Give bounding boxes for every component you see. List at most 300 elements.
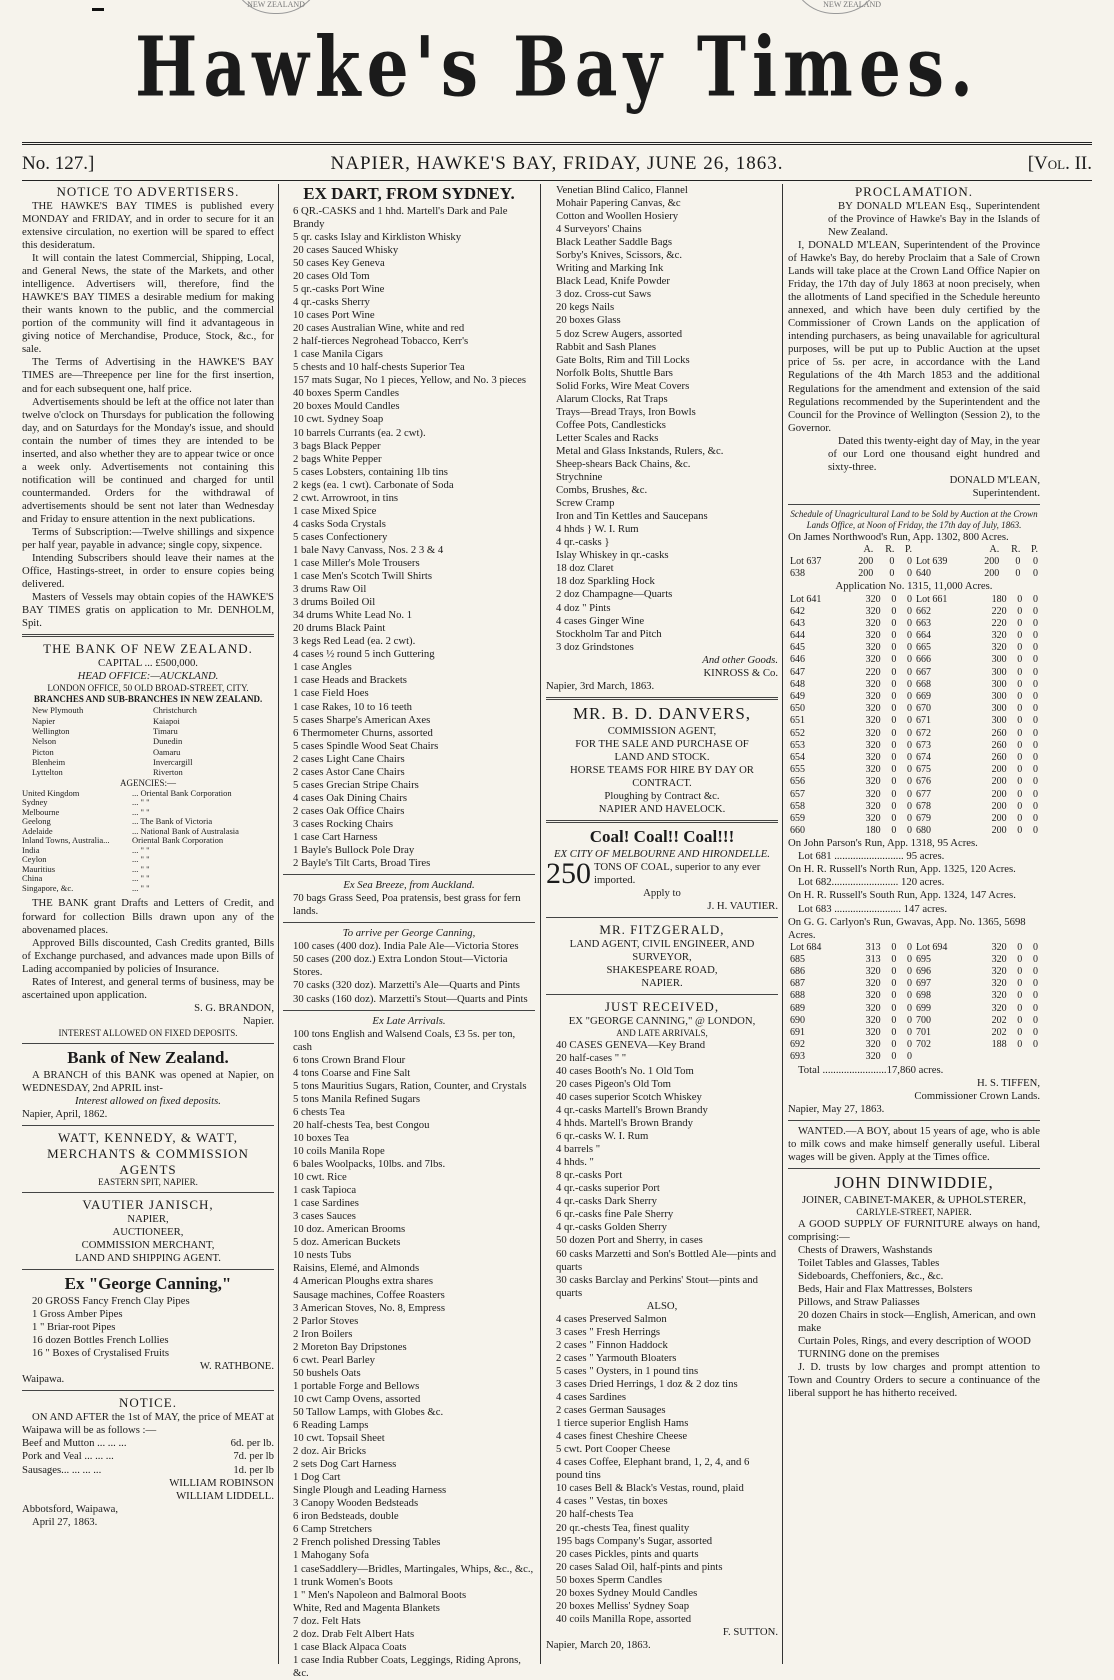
received-title: JUST RECEIVED,	[604, 998, 720, 1014]
divider	[788, 504, 1040, 505]
hardware-item: Metal and Glass Inkstands, Rulers, &c.	[556, 444, 724, 457]
lots-row	[788, 978, 1040, 990]
late-item: 5 doz. American Buckets	[293, 1236, 401, 1249]
late-item: 5 tons Manila Refined Sugars	[293, 1092, 421, 1105]
also-item: 20 half-chests Tea	[556, 1508, 634, 1521]
lots-cell: 260	[991, 751, 1007, 763]
lots-cell: 188	[991, 1039, 1007, 1051]
hardware-item: Gate Bolts, Rim and Till Locks	[556, 353, 690, 366]
lots-row	[788, 1027, 1040, 1039]
late-item: 6 Camp Stretchers	[293, 1523, 372, 1536]
hardware-item: Mohair Papering Canvas, &c	[556, 197, 681, 210]
lots-cell: 0	[1017, 715, 1023, 727]
hardware-item: Letter Scales and Racks	[556, 431, 659, 444]
dart-item: 1 case Cart Harness	[293, 830, 378, 843]
lots-row	[788, 776, 1040, 788]
lots-row	[788, 630, 1040, 642]
arrive-title: To arrive per George Canning,	[342, 927, 476, 940]
furniture-item: Beds, Hair and Flax Mattresses, Bolsters	[798, 1282, 973, 1295]
dinwiddie-intro: A GOOD SUPPLY OF FURNITURE always on hand, comprising:—	[788, 1217, 1040, 1243]
meat-price: 6d. per lb.	[230, 1437, 274, 1450]
also-item: 5 cases " Oysters, in 1 pound tins	[556, 1364, 699, 1377]
lots-cell: 0	[1017, 739, 1023, 751]
dart-item: 2 Bayle's Tilt Carts, Broad Tires	[293, 857, 431, 870]
received-item: 8 qr.-casks Port	[556, 1169, 623, 1182]
branch-name: New Plymouth	[32, 705, 84, 716]
lots-cell: 664	[915, 630, 931, 642]
column-rule	[782, 184, 783, 1664]
lots-cell: 0	[1033, 978, 1038, 990]
lots-cell: 0	[1017, 605, 1023, 617]
vj-line: COMMISSION MERCHANT,	[81, 1239, 215, 1252]
late-item: 10 cwt. Rice	[293, 1171, 347, 1184]
lots-cell: 0	[1033, 825, 1038, 837]
lots-cell: 320	[865, 788, 881, 800]
lots-header-blank	[914, 544, 971, 556]
late-item: 1 case Sardines	[293, 1197, 359, 1210]
proclamation-role: Superintendent.	[972, 486, 1040, 499]
lots-cell: 654	[790, 751, 805, 763]
late-item: 1 Dog Cart	[293, 1471, 341, 1484]
lots-cell: 0	[906, 764, 912, 776]
late-item: 6 Reading Lamps	[293, 1419, 369, 1431]
arrive-item: 30 casks (160 doz). Marzetti's Stout—Quarts and Pints	[293, 992, 528, 1005]
dart-item: 20 drums Black Paint	[293, 622, 386, 635]
lots-cell: 320	[865, 764, 881, 776]
lots-row	[788, 813, 1040, 825]
dart-item: 20 cases Australian Wine, white and red	[293, 322, 465, 335]
dart-item: 1 Bayle's Bullock Pole Dray	[293, 844, 415, 857]
late-item: 10 doz. American Brooms	[293, 1223, 406, 1236]
lots-cell: 200	[991, 800, 1007, 812]
late-item: 6 cwt. Pearl Barley	[293, 1353, 375, 1366]
also-item: 4 cases Sardines	[556, 1391, 627, 1404]
lots-cell: 0	[906, 825, 912, 837]
dart-item: 20 cases Sauced Whisky	[293, 243, 399, 256]
dart-item: 2 kegs (ea. 1 cwt). Carbonate of Soda	[293, 478, 454, 491]
hardware-item: Black Lead, Knife Powder	[556, 275, 670, 288]
hardware-item: 20 boxes Glass	[556, 314, 621, 327]
lots-cell: 647	[790, 666, 805, 678]
meat-signature-line: WILLIAM LIDDELL.	[176, 1489, 274, 1502]
run-4: On H. R. Russell's North Run, App. 1325, 120 Acres.	[788, 863, 1016, 876]
lots-cell: 659	[790, 812, 805, 824]
lots-cell: Lot 637	[790, 556, 822, 568]
hardware-item: Trays—Bread Trays, Iron Bowls	[556, 405, 696, 418]
lots-cell: 0	[891, 1039, 897, 1051]
late-item: 10 coils Manila Rope	[293, 1145, 385, 1158]
lots-cell: 0	[891, 978, 897, 990]
branch-name: Nelson	[32, 736, 57, 747]
meat-date: April 27, 1863.	[32, 1515, 98, 1528]
lots-cell: 688	[790, 990, 805, 1002]
lots-cell: 662	[915, 605, 931, 617]
lots-row	[788, 618, 1040, 630]
other-goods: And other Goods.	[702, 653, 778, 666]
dart-item: 5 qr.-casks Port Wine	[293, 283, 385, 296]
branches-title: BRANCHES AND SUB-BRANCHES IN NEW ZEALAND.	[33, 694, 263, 705]
late-item: White, Red and Magenta Blankets	[293, 1601, 440, 1614]
agency-place: Inland Towns, Australia...	[22, 835, 110, 846]
coal-title: Coal! Coal!! Coal!!!	[589, 826, 735, 846]
lots-cell: 648	[790, 678, 805, 690]
also-item: 3 cases Dried Herrings, 1 doz & 2 doz tins	[556, 1378, 738, 1390]
dateline-rule	[22, 180, 1092, 181]
hardware-item: Coffee Pots, Candlesticks	[556, 418, 666, 431]
divider	[546, 994, 778, 995]
late-item: 2 Moreton Bay Dripstones	[293, 1340, 407, 1353]
late-title: Ex Late Arrivals.	[372, 1014, 446, 1027]
divider	[283, 922, 535, 923]
fitzgerald-lines	[546, 938, 778, 990]
late-item: 10 nests Tubs	[293, 1249, 352, 1262]
dart-items	[283, 205, 535, 870]
late-item: 100 tons English and Walsend Coals, £3 5s. per ton, cash	[293, 1027, 516, 1053]
lots-cell: 200	[858, 556, 874, 568]
schedule-title: Schedule of Unagricultural Land to be Sold by Auction at the Crown Lands Office, at Noon of Friday, the 17th day of July, 1863.	[790, 508, 1038, 530]
lots-cell: 691	[790, 1026, 805, 1038]
bnz-date: Napier, April, 1862.	[22, 1107, 108, 1120]
lots-cell: 0	[906, 1039, 912, 1051]
dart-item: 3 drums Raw Oil	[293, 583, 367, 596]
lots-cell: 0	[1017, 825, 1023, 837]
notice-title: NOTICE TO ADVERTISERS.	[56, 184, 240, 199]
agency-place: Geelong	[22, 816, 51, 827]
lots-cell: 0	[1033, 642, 1038, 654]
received-item: 30 casks Barclay and Perkins' Stout—pints and quarts	[556, 1273, 758, 1299]
also-item: 195 bags Company's Sugar, assorted	[556, 1534, 713, 1547]
lots-cell: 220	[865, 666, 881, 678]
late-item: 2 doz. Drab Felt Albert Hats	[293, 1627, 415, 1640]
branch-name: Kaiapoi	[153, 715, 180, 726]
lots-row	[788, 556, 1040, 568]
also-item: 5 cwt. Port Cooper Cheese	[556, 1443, 671, 1456]
hardware-item: 4 doz " Pints	[556, 601, 611, 614]
proclamation-text: I, DONALD M'LEAN, Superintendent of the Province of Hawke's Bay, do hereby Proclaim that a Sale of Crown Lands will take place at the Crown Land Office Napier on Friday, the 17th day of July 1863 at noon precisely, when the allotments of Land specified in the Schedule hereunto annexed, and which have been duly certified by the Commissioner of Crown Lands on the application of intending purchasers, as being unavailable for agricultural purposes, will be put up to Public Auction at the upset price of 5s. per acre, in accordance with the Land Regulations of the 4th March 1853 and the additional Regulations for the amendment and extension of the said Regulations recommended by the Superintendent and the Council for the Province of Wellington (Session 2), to the Governor.	[788, 239, 1040, 434]
late-item: 4 American Ploughs extra shares	[293, 1275, 434, 1288]
lot-682: Lot 682......................... 120 acres.	[798, 876, 945, 889]
lots-cell: 660	[790, 825, 805, 837]
agency-row	[22, 884, 274, 894]
also-item: 4 cases Preserved Salmon	[556, 1312, 667, 1325]
lot-683: Lot 683 ......................... 147 acres.	[798, 902, 948, 915]
received-subtitle-2: AND LATE ARRIVALS,	[616, 1027, 708, 1038]
run-3: On John Parson's Run, App. 1318, 95 Acres.	[788, 837, 978, 850]
lots-cell	[976, 1051, 1009, 1063]
lots-cell: 0	[1033, 812, 1038, 824]
hardware-item: Islay Whiskey in qr.-casks	[556, 549, 669, 562]
lots-row	[788, 740, 1040, 752]
lots-row	[788, 966, 1040, 978]
arrive-item: 70 casks (320 doz). Marzetti's Ale—Quarts and Pints	[293, 979, 520, 992]
dart-item: 4 casks Soda Crystals	[293, 517, 386, 530]
divider	[22, 634, 274, 637]
lots-cell: 0	[891, 630, 897, 642]
lots-cell: 200	[984, 568, 1000, 580]
arrive-items	[283, 940, 535, 1005]
gc-title: Ex "George Canning,"	[64, 1274, 232, 1294]
lots-cell: 0	[1017, 654, 1023, 666]
lots-cell: 0	[1033, 990, 1038, 1002]
late-item: Sausage machines, Coffee Roasters	[293, 1288, 445, 1301]
lots-cell: 653	[790, 739, 805, 751]
late-item: 6 tons Crown Brand Flour	[293, 1053, 406, 1066]
divider	[22, 1043, 274, 1044]
hardware-item: Cotton and Woollen Hosiery	[556, 210, 679, 223]
lots-cell: 0	[1033, 593, 1038, 605]
dinwiddie-items	[788, 1244, 1040, 1361]
lots-cell: 200	[991, 764, 1007, 776]
branch-name: Napier	[32, 715, 56, 726]
dart-item: 5 cases Grecian Stripe Chairs	[293, 778, 419, 791]
lots-cell: 644	[790, 630, 805, 642]
agency-place: Mauritius	[22, 863, 56, 874]
lots-cell: 667	[915, 666, 931, 678]
gc-item: 16 dozen Bottles French Lollies	[32, 1334, 169, 1347]
lots-cell: 0	[891, 703, 897, 715]
dart-item: 2 bags White Pepper	[293, 452, 382, 465]
also-item: 20 cases Salad Oil, half-pints and pints	[556, 1560, 723, 1573]
issue-number: No. 127.]	[22, 153, 95, 174]
lots-cell: 320	[865, 630, 881, 642]
hardware-item: 2 doz Champagne—Quarts	[556, 588, 673, 601]
lots-cell: 0	[1017, 764, 1023, 776]
lots-cell: 0	[1015, 556, 1021, 568]
meat-item: Pork and Veal ... ... ...	[22, 1450, 114, 1463]
lots-cell: 0	[1033, 630, 1038, 642]
lots-cell: 0	[906, 953, 912, 965]
agency-place: Sydney	[22, 797, 48, 808]
lots-cell: 671	[915, 715, 931, 727]
dart-item: 1 case Field Hoes	[293, 687, 369, 700]
late-item: 50 bushels Oats	[293, 1366, 361, 1379]
lots-cell: 220	[991, 617, 1007, 629]
bnz-text: A BRANCH of this BANK was opened at Napier, on WEDNESDAY, 2nd APRIL inst-	[22, 1068, 274, 1094]
lots-row	[788, 642, 1040, 654]
lots-cell: 0	[906, 691, 912, 703]
lots-cell: 0	[891, 953, 897, 965]
dinwiddie-title: JOHN DINWIDDIE,	[834, 1172, 994, 1192]
lots-cell: 0	[891, 941, 897, 953]
lots-cell: 320	[865, 1039, 881, 1051]
received-items	[546, 1039, 778, 1300]
lots-cell: 0	[1033, 727, 1038, 739]
lots-cell: 320	[865, 703, 881, 715]
meat-place: Abbotsford, Waipawa,	[22, 1502, 118, 1515]
lots-cell	[1009, 1051, 1025, 1063]
also-item: 3 cases " Fresh Herrings	[556, 1325, 661, 1338]
furniture-item: 20 dozen Chairs in stock—English, American, and own make	[798, 1308, 1036, 1334]
hardware-item: 3 doz Grindstones	[556, 640, 634, 653]
lots-cell: 300	[991, 691, 1007, 703]
lots-cell: 300	[991, 703, 1007, 715]
lots-cell: 0	[1033, 703, 1038, 715]
lots-cell: 0	[891, 1026, 897, 1038]
lots-cell: 0	[1017, 1014, 1023, 1026]
dart-item: 5 cases Lobsters, containing 1lb tins	[293, 465, 448, 478]
lots-cell: 0	[1017, 966, 1023, 978]
danvers-line: NAPIER AND HAVELOCK.	[598, 802, 726, 815]
dateline	[22, 150, 1092, 180]
hardware-item: Norfolk Bolts, Shuttle Bars	[556, 366, 673, 379]
seal-stamp-left: NEW ZEALAND	[230, 0, 322, 14]
lots-cell: 689	[790, 1002, 805, 1014]
lots-cell: 0	[891, 966, 897, 978]
dart-item: 2 cases Light Cane Chairs	[293, 752, 405, 765]
lots-cell: 0	[906, 812, 912, 824]
lots-table-1	[788, 544, 1040, 581]
lots-cell: 692	[790, 1039, 805, 1051]
branch-name: Blenheim	[32, 757, 66, 768]
lots-row	[788, 1003, 1040, 1015]
lots-header-cell: A.	[989, 543, 1000, 555]
dart-item: 6 Thermometer Churns, assorted	[293, 726, 433, 739]
dart-item: 10 barrels Currants (ea. 2 cwt).	[293, 426, 426, 439]
lots-cell: 686	[790, 966, 805, 978]
late-item: 10 cwt Camp Ovens, assorted	[293, 1392, 421, 1405]
bank-signature: S. G. BRANDON,	[194, 1001, 274, 1014]
hardware-item: Sorby's Knives, Scissors, &c.	[556, 249, 683, 262]
lots-cell: 320	[991, 642, 1007, 654]
lots-cell: Lot 641	[790, 593, 822, 605]
agency-bank: ... " "	[132, 844, 150, 855]
lots-cell: 0	[906, 630, 912, 642]
lots-cell: 300	[991, 666, 1007, 678]
lots-cell: Lot 694	[915, 941, 948, 953]
lots-cell: Lot 661	[915, 593, 948, 605]
also-items	[546, 1313, 778, 1626]
lots-cell: 320	[865, 593, 881, 605]
received-item: 20 half-cases " "	[556, 1051, 627, 1064]
received-item: 4 hhds. "	[556, 1156, 594, 1169]
agency-place: United Kingdom	[22, 787, 80, 798]
fitzgerald-title: MR. FITZGERALD,	[599, 921, 725, 937]
meat-row	[22, 1450, 274, 1463]
lots-cell: 300	[991, 678, 1007, 690]
dart-item: 5 cases Sharpe's American Axes	[293, 713, 431, 726]
lots-cell: 687	[790, 978, 805, 990]
lots-cell: 0	[891, 678, 897, 690]
late-item: 2 sets Dog Cart Harness	[293, 1458, 397, 1471]
late-item: 1 trunk Women's Boots	[293, 1575, 393, 1588]
dart-item: 6 QR.-CASKS and 1 hhd. Martell's Dark and Pale Brandy	[293, 204, 508, 230]
meat-item: Beef and Mutton ... ... ...	[22, 1437, 127, 1450]
lots-cell: 0	[891, 776, 897, 788]
lots-cell: 0	[1017, 1002, 1023, 1014]
notice-paragraph: It will contain the latest Commercial, Shipping, Local, and General News, the state of the Markets, and other intelligence. Advertisers will, therefore, find the HAWKE'S BAY TIMES a desirable medium for making their wants known to the public, and the commercial portion of the community will find it advantageous in giving notice of Merchandise, Produce, Stock, &c., for sale.	[22, 252, 274, 356]
branch-name: Wellington	[32, 726, 70, 737]
late-item: 20 half-chests Tea, best Congou	[293, 1118, 430, 1131]
dart-item: 10 cwt. Sydney Soap	[293, 413, 384, 426]
lots-cell: 0	[889, 556, 895, 568]
dart-item: 1 case Men's Scotch Twill Shirts	[293, 570, 433, 583]
tiffen-signature: H. S. TIFFEN,	[976, 1076, 1040, 1089]
lots-cell: 697	[915, 978, 931, 990]
dart-item: 1 case Mixed Spice	[293, 504, 377, 517]
ink-mark	[92, 8, 104, 11]
bnz-title: Bank of New Zealand.	[67, 1047, 229, 1067]
lots-row	[788, 715, 1040, 727]
lots-cell: 320	[865, 1002, 881, 1014]
dart-item: 1 case Angles	[293, 661, 352, 674]
dart-item: 2 cwt. Arrowroot, in tins	[293, 491, 399, 504]
hardware-item: Stockholm Tar and Pitch	[556, 627, 662, 640]
lots-cell: 670	[915, 703, 931, 715]
hardware-item: Venetian Blind Calico, Flannel	[556, 184, 688, 196]
lots-cell: 658	[790, 800, 805, 812]
meat-signature	[22, 1477, 274, 1503]
dart-title: EX DART, FROM SYDNEY.	[303, 184, 515, 203]
lots-cell: 320	[865, 642, 881, 654]
lots-cell: 0	[891, 666, 897, 678]
lots-cell: 0	[906, 1026, 912, 1038]
wkw-address: EASTERN SPIT, NAPIER.	[98, 1177, 198, 1188]
lots-row	[788, 606, 1040, 618]
total-acres: Total ........................17,860 acres.	[798, 1063, 944, 1076]
dart-item: 157 mats Sugar, No 1 pieces, Yellow, and No. 3 pieces	[293, 374, 527, 387]
lots-cell: 320	[991, 990, 1007, 1002]
lots-cell: 320	[865, 1051, 881, 1063]
lots-cell: 0	[906, 800, 912, 812]
tiffen-role: Commissioner Crown Lands.	[914, 1089, 1040, 1102]
hardware-item: 4 Surveyors' Chains	[556, 223, 642, 236]
late-item: 6 chests Tea	[293, 1105, 345, 1118]
divider	[788, 1120, 1040, 1121]
lots-cell: 0	[1033, 1039, 1038, 1051]
agency-bank: ... Oriental Bank Corporation	[132, 787, 232, 798]
notice2-text: ON AND AFTER the 1st of MAY, the price of MEAT at Waipawa will be as follows :—	[22, 1411, 274, 1437]
lots-cell: 0	[891, 825, 897, 837]
received-item: 4 barrels "	[556, 1143, 601, 1156]
danvers-line: COMMISSION AGENT,	[607, 724, 717, 737]
lots-row	[788, 990, 1040, 1002]
lots-row	[788, 679, 1040, 691]
lots-cell: 0	[1033, 1026, 1038, 1038]
lots-cell: 0	[1017, 751, 1023, 763]
vj-line: LAND AND SHIPPING AGENT.	[75, 1252, 221, 1265]
late-item: 50 Tallow Lamps, with Globes &c.	[293, 1405, 444, 1418]
place-date: NAPIER, HAWKE'S BAY, FRIDAY, JUNE 26, 1863.	[330, 153, 784, 174]
notice-paragraph: Terms of Subscription:—Twelve shillings and sixpence per half year, payable in advance; single copy, sixpence.	[22, 526, 274, 552]
lots-cell: 0	[891, 788, 897, 800]
wanted-ad: WANTED.—A BOY, about 15 years of age, who is able to milk cows and make himself generally useful. Liberal wages will be given. Apply at the Times office.	[788, 1124, 1040, 1163]
agency-bank: ... " "	[132, 806, 150, 817]
danvers-line: HORSE TEAMS FOR HIRE BY DAY OR CONTRACT.	[570, 763, 754, 789]
meat-prices	[22, 1437, 274, 1476]
hardware-item: Black Leather Saddle Bags	[556, 236, 673, 249]
lots-cell: 0	[906, 776, 912, 788]
wkw-subtitle: MERCHANTS & COMMISSION AGENTS	[47, 1145, 249, 1177]
also-item: 40 coils Manilla Rope, assorted	[556, 1612, 692, 1625]
lots-cell: 0	[906, 703, 912, 715]
also-item: 50 boxes Sperm Candles	[556, 1573, 662, 1586]
agency-bank: Oriental Bank Corporation	[132, 835, 224, 846]
late-item: 1 case India Rubber Coats, Leggings, Riding Aprons, &c.	[293, 1653, 521, 1679]
lots-cell: 0	[891, 727, 897, 739]
lots-cell: 300	[991, 654, 1007, 666]
also-item: 20 boxes Sydney Mould Candles	[556, 1586, 698, 1599]
lots-table-2	[788, 594, 1040, 838]
notice2-title: NOTICE.	[119, 1395, 177, 1411]
notice-paragraph: Advertisements should be left at the office not later than twelve o'clock on Thursdays for publication the following day, and on Saturdays for the Monday's issue, and should contain the number of times they are intended to be inserted, and also whether they are to appear twice or once a week only. Advertisements not containing this notification will be continued and charged for until countermanded. Orders for the withdrawal of advertisements should be sent not later than Wednesday and Friday to ensure attention in the next publications.	[22, 395, 274, 525]
meat-price: 7d. per lb	[233, 1450, 274, 1463]
lots-cell: 0	[1033, 751, 1038, 763]
agency-bank: ... " "	[132, 882, 150, 893]
lots-cell: 0	[906, 654, 912, 666]
notice-body	[22, 200, 274, 631]
received-item: 6 qr.-casks fine Pale Sherry	[556, 1208, 674, 1221]
lots-row	[788, 654, 1040, 666]
